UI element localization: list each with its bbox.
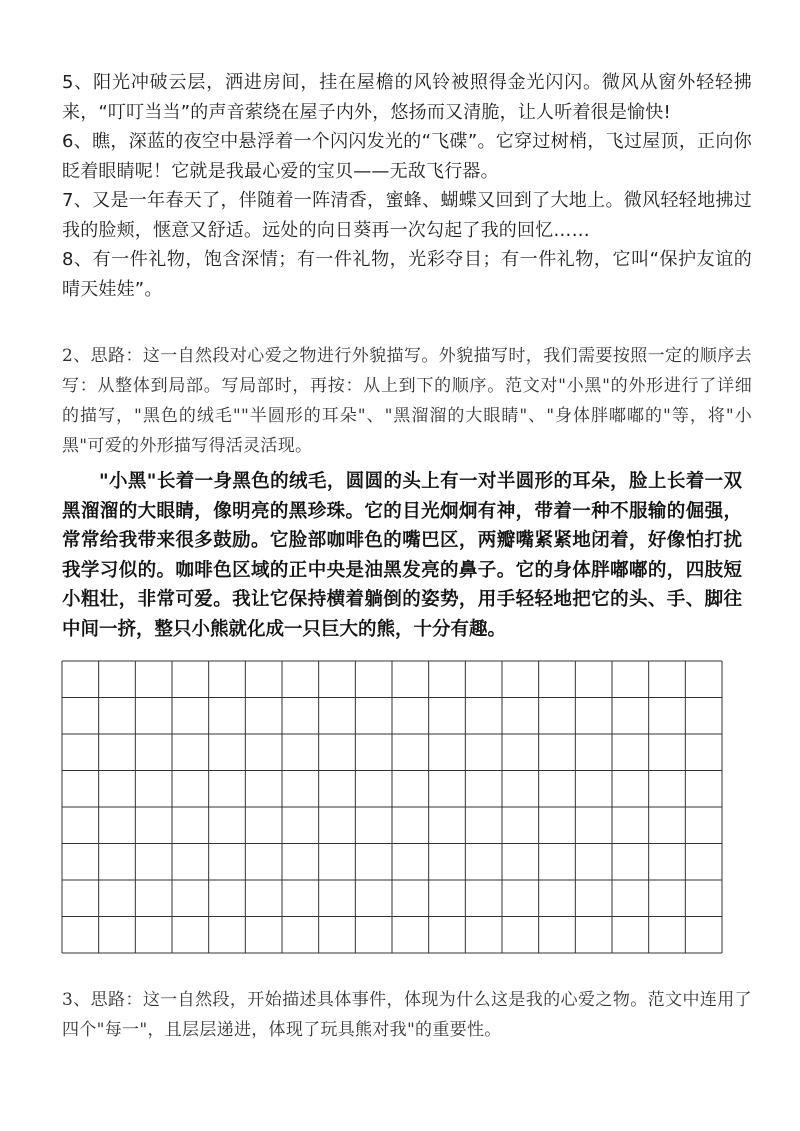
model-paragraph: "小黑"长着一身黑色的绒毛，圆圆的头上有一对半圆形的耳朵，脸上长着一双黑溜溜的大眼睛，像明亮的黑珍珠。它的目光炯炯有神，带着一种不服输的倔强，常常给我带来很多鼓励。它脸部咖啡色的嘴巴区，两瓣嘴紧紧地闭着，好像怕打扰我学习似的。咖啡色区域的正中央是油黑发亮的鼻子。它的身体胖嘟嘟的，四肢短小粗壮，非常可爱。我让它保持横着躺倒的姿势，用手轻轻地把它的头、手、脚往中间一挤，整只小熊就化成一只巨大的熊，十分有趣。 [62,471,742,640]
example-sentence-5: 5、阳光冲破云层，洒进房间，挂在屋檐的风铃被照得金光闪闪。微风从窗外轻轻拂来，“叮叮当当”的声音萦绕在屋子内外，悠扬而又清脆，让人听着很是愉快! [62,72,752,123]
example-sentence-7: 7、又是一年春天了，伴随着一阵清香，蜜蜂、蝴蝶又回到了大地上。微风轻轻地拂过我的脸颊，惬意又舒适。远处的向日葵再一次勾起了我的回忆…… [62,190,752,241]
example-sentence-8: 8、有一件礼物，饱含深情；有一件礼物，光彩夺目；有一件礼物，它叫“保护友谊的晴天娃娃”。 [62,249,752,300]
example-sentence-6: 6、瞧，深蓝的夜空中悬浮着一个闪闪发光的“飞碟”。它穿过树梢，飞过屋顶，正向你眨着眼睛呢！它就是我最心爱的宝贝——无敌飞行器。 [62,131,752,182]
writing-hint-2: 2、思路：这一自然段对心爱之物进行外貌描写。外貌描写时，我们需要按照一定的顺序去写：从整体到局部。写局部时，再按：从上到下的顺序。范文对"小黑"的外形进行了详细的描写，"黑色的绒毛""半圆形的耳朵"、"黑溜溜的大眼睛"、"身体胖嘟嘟的"等，将"小黑"可爱的外形描写得活灵活现。 [62,346,752,456]
writing-hint-3: 3、思路：这一自然段，开始描述具体事件，体现为什么这是我的心爱之物。范文中连用了四个"每一"，且层层递进，体现了玩具熊对我"的重要性。 [62,990,752,1040]
